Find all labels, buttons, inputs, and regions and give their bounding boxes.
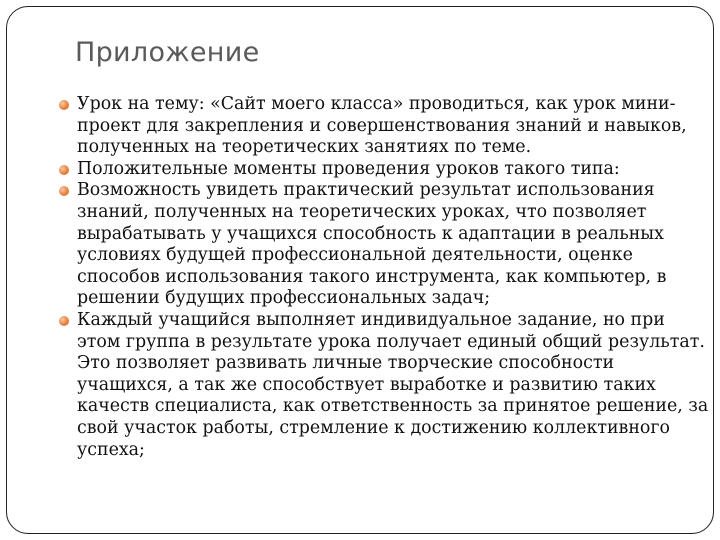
bullet-list <box>59 94 709 461</box>
bullet-item <box>59 310 709 461</box>
bullet-item <box>59 159 709 181</box>
bullet-item <box>59 180 709 310</box>
bullet-dot-icon <box>59 316 69 326</box>
bullet-item <box>59 94 709 159</box>
bullet-dot-icon <box>59 165 69 175</box>
bullet-text: Каждый учащийся выполняет индивидуальное задание, но при этом группа в результате урока получает единый общий результат. Это позволяет развивать личные творческие способности учащихся, а так же способствует выработке и развитию таких качеств специалиста, как ответственность за принятое решение, за свой участок работы, стремление к достижению коллективного успеха; <box>77 309 709 460</box>
bullet-text: Возможность увидеть практический результат использования знаний, полученных на теоретических уроках, что позволяет вырабатывать у учащихся способность к адаптации в реальных условиях будущей профессиональной деятельности, оценке способов использования такого инструмента, как компьютер, в решении будущих профессиональных задач; <box>77 180 667 309</box>
bullet-text: Урок на тему: «Сайт моего класса» проводиться, как урок мини-проект для закрепления и совершенствования знаний и навыков, полученных на теоретических занятиях по теме. <box>77 94 687 158</box>
slide-frame <box>6 6 714 534</box>
slide-title: Приложение <box>75 37 260 68</box>
bullet-dot-icon <box>59 186 69 196</box>
bullet-text: Положительные моменты проведения уроков такого типа: <box>77 158 620 179</box>
bullet-dot-icon <box>59 100 69 110</box>
